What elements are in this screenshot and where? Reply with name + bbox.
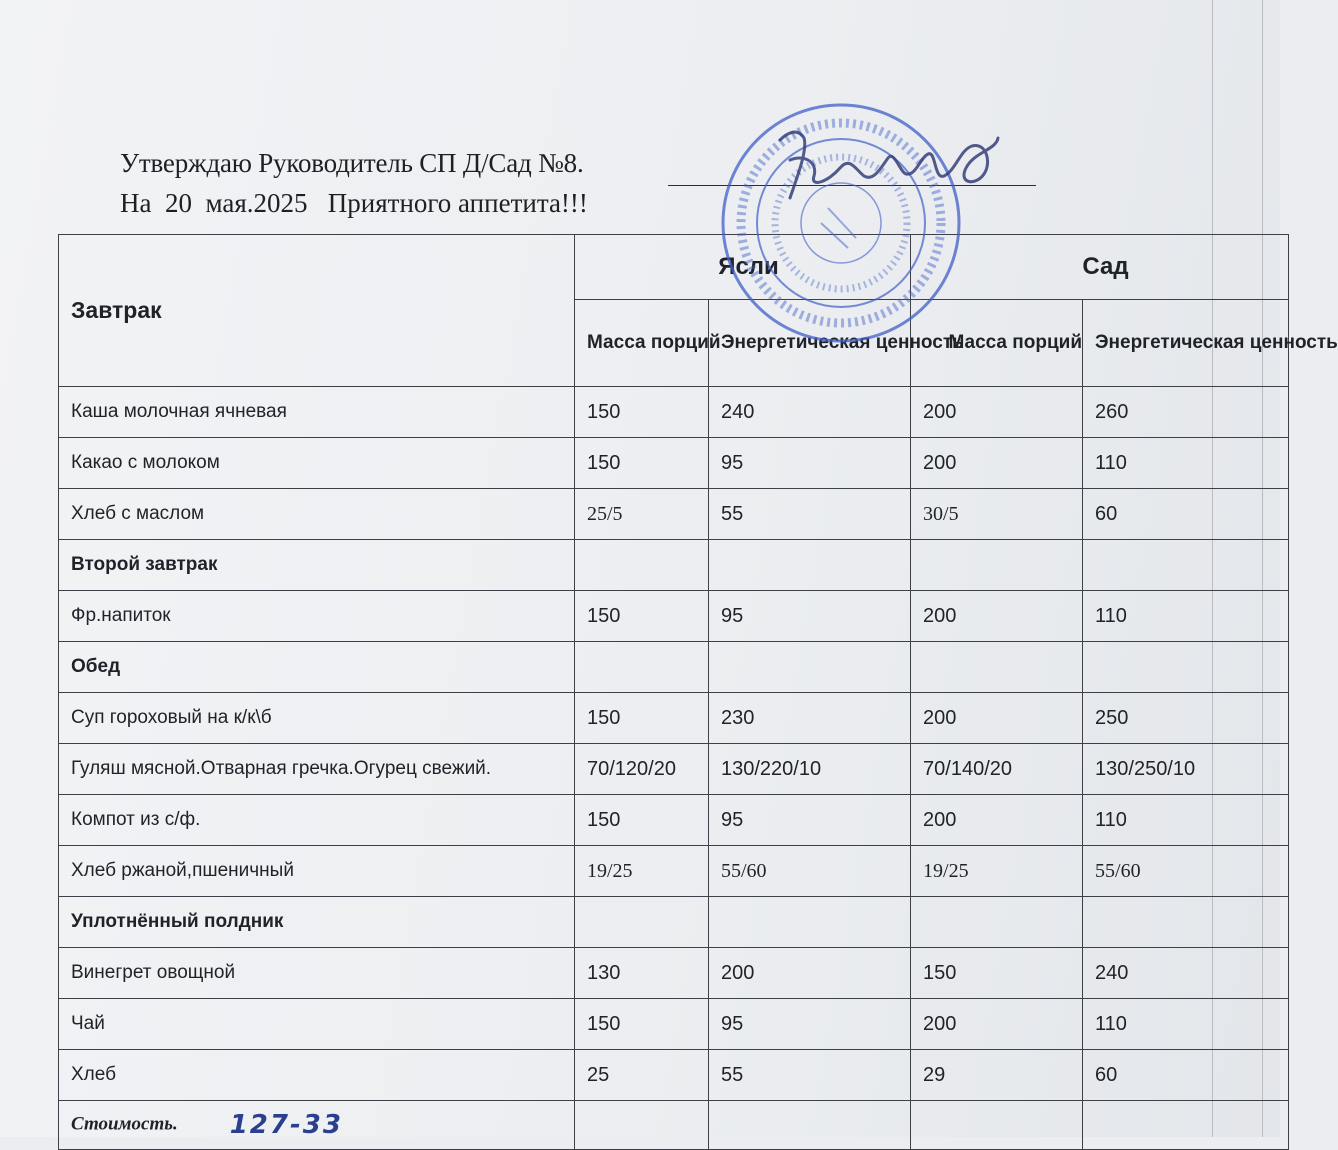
kinder-energy-value: 250	[1083, 693, 1289, 744]
cost-label: Стоимость.	[71, 1113, 178, 1135]
dish-name: Компот из с/ф.	[59, 795, 575, 846]
empty-cell	[709, 642, 911, 693]
nursery-mass-value: 150	[575, 438, 709, 489]
dish-row	[59, 1050, 1289, 1101]
cost-row	[59, 1101, 1289, 1150]
nursery-energy-value: 130/220/10	[709, 744, 911, 795]
kinder-energy-value: 130/250/10	[1083, 744, 1289, 795]
dish-name: Хлеб ржаной,пшеничный	[59, 846, 575, 897]
dish-name: Суп гороховый на к/к\б	[59, 693, 575, 744]
dish-name: Каша молочная ячневая	[59, 387, 575, 438]
kinder-energy-value: 110	[1083, 438, 1289, 489]
nursery-energy-value: 95	[709, 591, 911, 642]
kinder-energy-value: 60	[1083, 1050, 1289, 1101]
dish-row	[59, 438, 1289, 489]
kinder-mass-value: 70/140/20	[911, 744, 1083, 795]
section-title: Уплотнённый полдник	[59, 897, 575, 948]
dish-row	[59, 693, 1289, 744]
dish-row	[59, 999, 1289, 1050]
nursery-energy-value: 240	[709, 387, 911, 438]
section-title: Второй завтрак	[59, 540, 575, 591]
col-nursery-mass: Масса порций	[575, 300, 709, 387]
section-row	[59, 897, 1289, 948]
kinder-energy-value: 60	[1083, 489, 1289, 540]
section-title: Обед	[59, 642, 575, 693]
empty-cell	[1083, 642, 1289, 693]
nursery-energy-value: 200	[709, 948, 911, 999]
section-row	[59, 540, 1289, 591]
cost-cell	[59, 1101, 575, 1150]
empty-cell	[709, 540, 911, 591]
meal-label: Завтрак	[59, 235, 575, 387]
menu-table	[58, 234, 1338, 1150]
nursery-mass-value: 150	[575, 387, 709, 438]
empty-cell	[709, 1101, 911, 1150]
nursery-mass-value: 150	[575, 591, 709, 642]
kinder-mass-value: 200	[911, 693, 1083, 744]
nursery-mass-value: 25	[575, 1050, 709, 1101]
kinder-mass-value: 200	[911, 591, 1083, 642]
kinder-mass-value: 19/25	[911, 846, 1083, 897]
dish-row	[59, 387, 1289, 438]
nursery-energy-value: 95	[709, 795, 911, 846]
nursery-energy-value: 55	[709, 1050, 911, 1101]
nursery-energy-value: 230	[709, 693, 911, 744]
kinder-energy-value: 260	[1083, 387, 1289, 438]
dish-name: Хлеб	[59, 1050, 575, 1101]
kinder-mass-value: 200	[911, 999, 1083, 1050]
nursery-energy-value: 95	[709, 438, 911, 489]
group-nursery: Ясли	[575, 235, 911, 300]
kinder-energy-value: 110	[1083, 795, 1289, 846]
nursery-energy-value: 55/60	[709, 846, 911, 897]
col-kinder-energy: Энергетическая ценность	[1083, 300, 1289, 387]
dish-name: Фр.напиток	[59, 591, 575, 642]
empty-cell	[911, 642, 1083, 693]
dish-name: Чай	[59, 999, 575, 1050]
kinder-energy-value: 55/60	[1083, 846, 1289, 897]
nursery-mass-value: 150	[575, 693, 709, 744]
empty-cell	[911, 1101, 1083, 1150]
kinder-mass-value: 200	[911, 387, 1083, 438]
kinder-mass-value: 30/5	[911, 489, 1083, 540]
kinder-mass-value: 200	[911, 438, 1083, 489]
empty-cell	[911, 540, 1083, 591]
col-kinder-mass: Масса порций	[911, 300, 1083, 387]
approval-line: Утверждаю Руководитель СП Д/Сад №8.	[120, 148, 584, 178]
dish-row	[59, 489, 1289, 540]
empty-cell	[1083, 897, 1289, 948]
dish-row	[59, 846, 1289, 897]
nursery-energy-value: 55	[709, 489, 911, 540]
kinder-mass-value: 200	[911, 795, 1083, 846]
table-header-groups	[59, 235, 1289, 300]
empty-cell	[575, 1101, 709, 1150]
dish-name: Какао с молоком	[59, 438, 575, 489]
nursery-energy-value: 95	[709, 999, 911, 1050]
group-kindergarten: Сад	[911, 235, 1289, 300]
kinder-energy-value: 110	[1083, 591, 1289, 642]
dish-row	[59, 591, 1289, 642]
cost-value: 127-33	[229, 1110, 343, 1140]
col-nursery-energy: Энергетическая ценность	[709, 300, 911, 387]
nursery-mass-value: 130	[575, 948, 709, 999]
nursery-mass-value: 19/25	[575, 846, 709, 897]
empty-cell	[911, 897, 1083, 948]
date-line: На 20 мая.2025 Приятного аппетита!!!	[120, 188, 588, 218]
dish-name: Хлеб с маслом	[59, 489, 575, 540]
kinder-energy-value: 110	[1083, 999, 1289, 1050]
kinder-energy-value: 240	[1083, 948, 1289, 999]
nursery-mass-value: 150	[575, 795, 709, 846]
dish-name: Гуляш мясной.Отварная гречка.Огурец свежий.	[59, 744, 575, 795]
nursery-mass-value: 25/5	[575, 489, 709, 540]
kinder-mass-value: 29	[911, 1050, 1083, 1101]
dish-row	[59, 795, 1289, 846]
nursery-mass-value: 150	[575, 999, 709, 1050]
empty-cell	[1083, 540, 1289, 591]
empty-cell	[1083, 1101, 1289, 1150]
dish-row	[59, 744, 1289, 795]
dish-name: Винегрет овощной	[59, 948, 575, 999]
empty-cell	[575, 642, 709, 693]
dish-row	[59, 948, 1289, 999]
kinder-mass-value: 150	[911, 948, 1083, 999]
empty-cell	[575, 540, 709, 591]
empty-cell	[709, 897, 911, 948]
handwritten-signature	[760, 110, 1010, 220]
empty-cell	[575, 897, 709, 948]
section-row	[59, 642, 1289, 693]
nursery-mass-value: 70/120/20	[575, 744, 709, 795]
